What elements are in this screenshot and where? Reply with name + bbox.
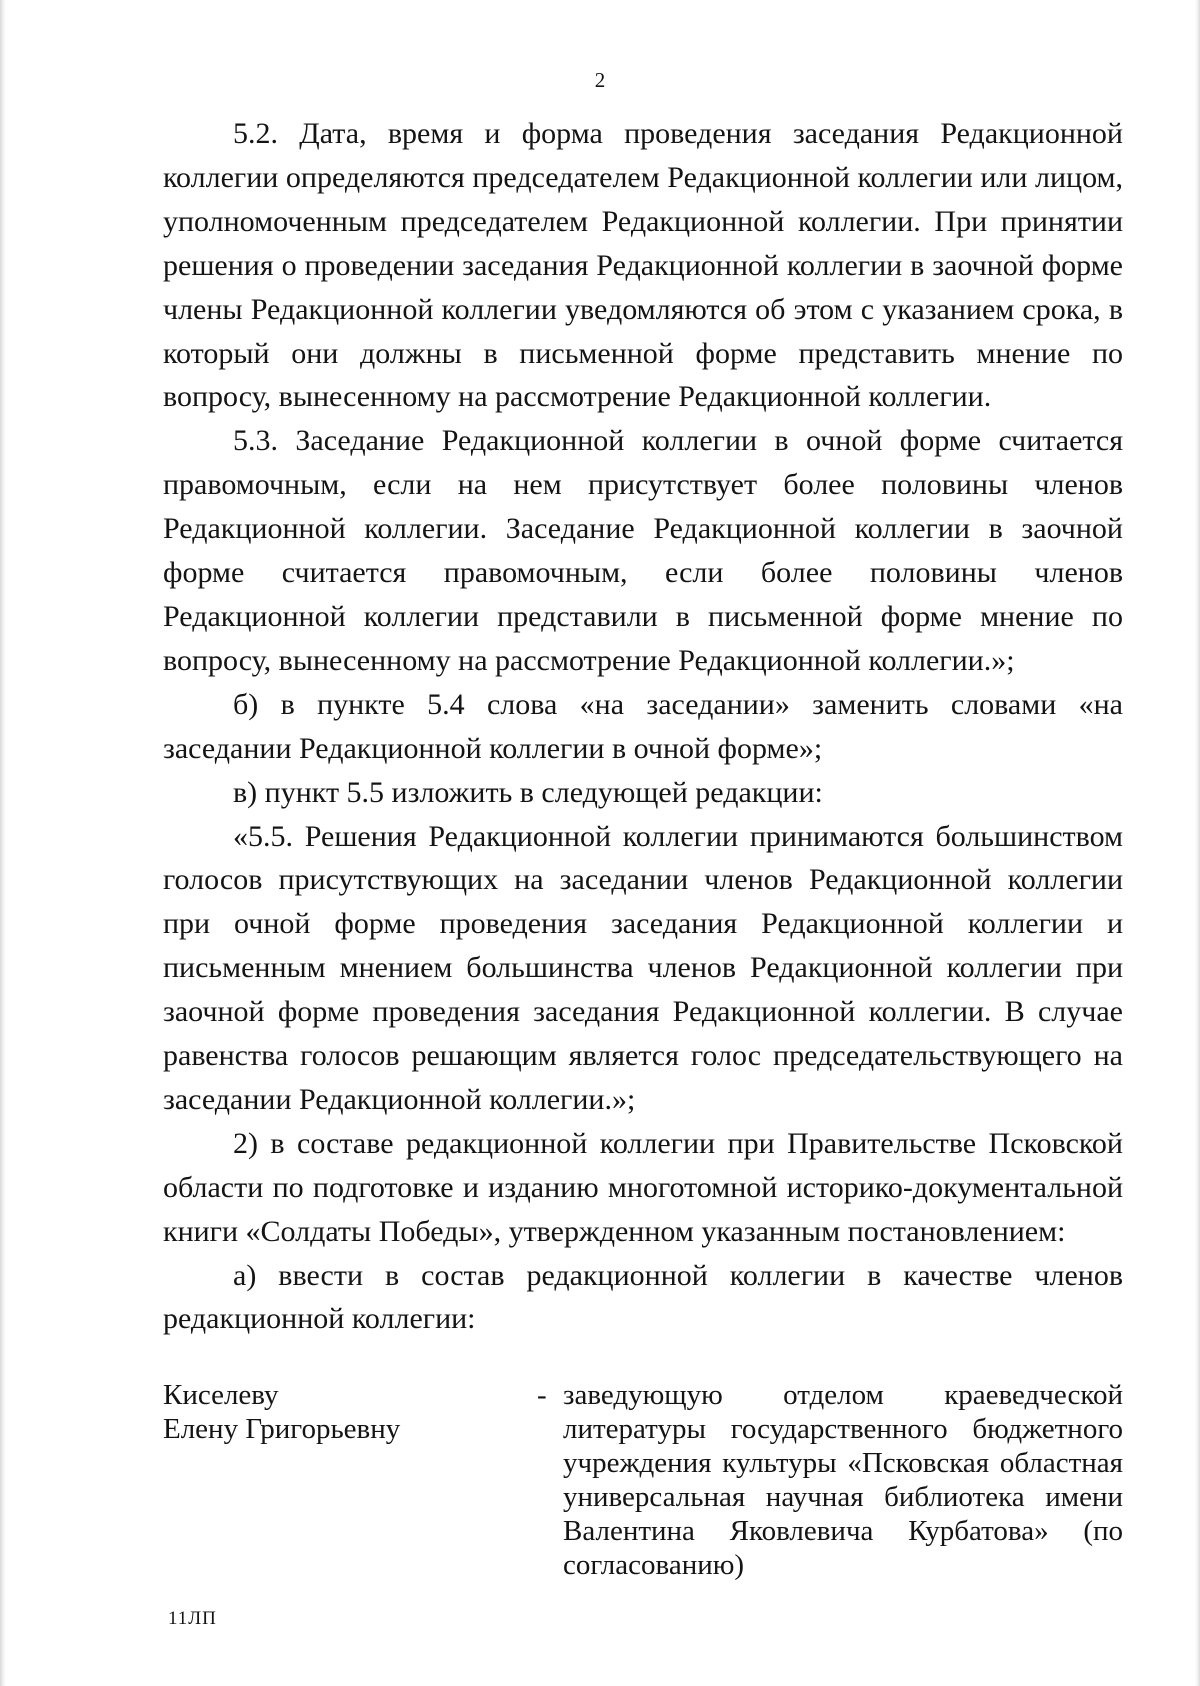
appointee-dash: - (537, 1379, 547, 1411)
footer-code: 11ЛП (168, 1608, 217, 1629)
document-body (163, 112, 1123, 1341)
paragraph-introduce-members: а) ввести в состав редакционной коллегии в качестве членов редакционной коллегии: (163, 1258, 1123, 1336)
scan-edge-right (1195, 0, 1200, 1686)
paragraph-5-3: 5.3. Заседание Редакционной коллегии в очной форме считается правомочным, если на нем присутствует более половины членов Редакционной коллегии. Заседание Редакционной коллегии в заочной форме считается правомочным, если более половины членов Редакционной коллегии представили в письменной форме мнение по вопросу, вынесенному на рассмотрение Редакционной коллегии.»; (163, 424, 1123, 677)
paragraph-composition: 2) в составе редакционной коллегии при Правительстве Псковской области по подготовке и изданию многотомной историко-документальной книги «Солдаты Победы», утвержденном указанным постановлением: (163, 1126, 1123, 1248)
paragraph-amend-5-5: в) пункт 5.5 изложить в следующей редакции: (233, 775, 823, 809)
scan-edge-left (0, 0, 6, 1686)
appointee-name (163, 1378, 543, 1446)
paragraph-amend-5-4: б) в пункте 5.4 слова «на заседании» заменить словами «на заседании Редакционной коллегии в очной форме»; (163, 687, 1123, 765)
page-number: 2 (594, 68, 606, 92)
appointee-given-names: Елену Григорьевну (163, 1413, 401, 1445)
appointee-position: заведующую отделом краеведческой литературы государственного бюджетного учреждения культуры «Псковская областная универсальная научная библиотека имени Валентина Яковлевича Курбатова» (по согласованию) (563, 1379, 1123, 1581)
paragraph-5-2: 5.2. Дата, время и форма проведения заседания Редакционной коллегии определяются председателем Редакционной коллегии или лицом, уполномоченным председателем Редакционной коллегии. При принятии решения о проведении заседания Редакционной коллегии в заочной форме члены Редакционной коллегии уведомляются об этом с указанием срока, в который они должны в письменной форме представить мнение по вопросу, вынесенному на рассмотрение Редакционной коллегии. (163, 117, 1123, 414)
paragraph-5-5-text: «5.5. Решения Редакционной коллегии принимаются большинством голосов присутствующих на заседании членов Редакционной коллегии при очной форме проведения заседания Редакционной коллегии и письменным мнением большинства членов Редакционной коллегии при заочной форме проведения заседания Редакционной коллегии. В случае равенства голосов решающим является голос председательствующего на заседании Редакционной коллегии.»; (163, 819, 1123, 1116)
appointee-surname: Киселеву (163, 1379, 279, 1411)
appointee-entry (163, 1378, 1123, 1581)
